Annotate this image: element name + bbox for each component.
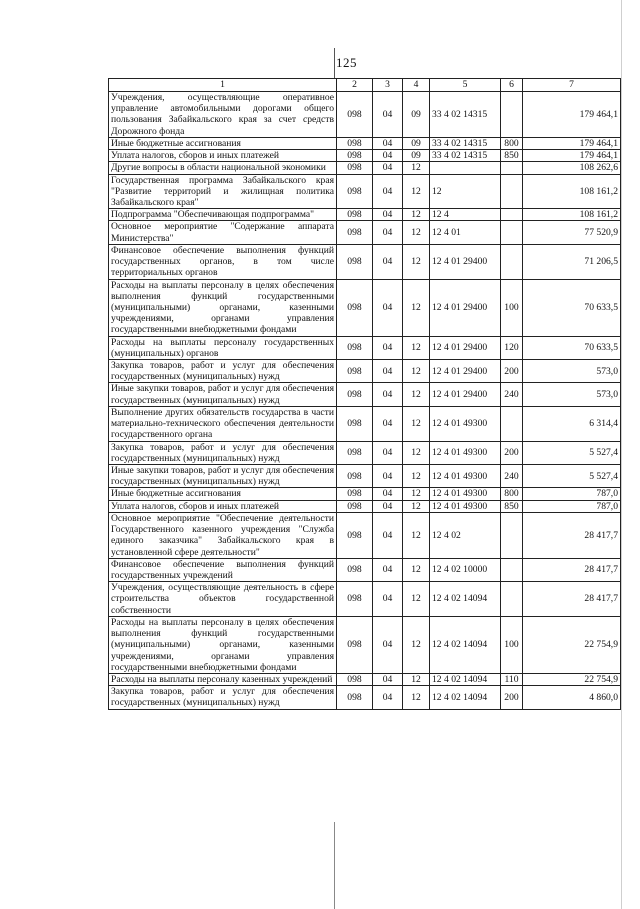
- ministry-code-cell: 098: [337, 209, 373, 221]
- target-article-cell: 12 4 01 49300: [430, 500, 501, 512]
- section-code-cell: 04: [373, 336, 403, 359]
- table-row: [109, 558, 621, 581]
- section-code-cell: 04: [373, 279, 403, 336]
- section-code-cell: 04: [373, 558, 403, 581]
- row-name-cell: Основное мероприятие "Содержание аппарата Министерства": [109, 221, 337, 244]
- subsection-code-cell: 12: [403, 488, 430, 500]
- target-article-cell: 12: [430, 174, 501, 209]
- amount-cell: 28 417,7: [523, 558, 621, 581]
- section-code-cell: 04: [373, 244, 403, 279]
- section-code-cell: 04: [373, 488, 403, 500]
- ministry-code-cell: 098: [337, 512, 373, 558]
- row-name-cell: Другие вопросы в области национальной экономики: [109, 162, 337, 174]
- table-row: [109, 174, 621, 209]
- ministry-code-cell: 098: [337, 336, 373, 359]
- amount-cell: 28 417,7: [523, 512, 621, 558]
- ministry-code-cell: 098: [337, 221, 373, 244]
- amount-cell: 70 633,5: [523, 336, 621, 359]
- target-article-cell: 12 4 01 29400: [430, 360, 501, 383]
- row-name-cell: Выполнение других обязательств государства в части материально-технического обеспечения деятельности государственного органа: [109, 406, 337, 441]
- subsection-code-cell: 12: [403, 512, 430, 558]
- subsection-code-cell: 12: [403, 336, 430, 359]
- column-header: 2: [337, 79, 373, 92]
- page-margin-line-bottom: [334, 822, 335, 909]
- amount-cell: 6 314,4: [523, 406, 621, 441]
- expense-type-cell: 240: [501, 465, 523, 488]
- amount-cell: 179 464,1: [523, 150, 621, 162]
- table-row: [109, 162, 621, 174]
- row-name-cell: Подпрограмма "Обеспечивающая подпрограмма": [109, 209, 337, 221]
- table-row: [109, 150, 621, 162]
- table-row: [109, 465, 621, 488]
- subsection-code-cell: 12: [403, 616, 430, 673]
- expense-type-cell: 100: [501, 279, 523, 336]
- section-code-cell: 04: [373, 162, 403, 174]
- subsection-code-cell: 12: [403, 686, 430, 709]
- target-article-cell: 12 4 01 49300: [430, 465, 501, 488]
- expense-type-cell: [501, 162, 523, 174]
- row-name-cell: Закупка товаров, работ и услуг для обеспечения государственных (муниципальных) нужд: [109, 441, 337, 464]
- expense-type-cell: 120: [501, 336, 523, 359]
- row-name-cell: Иные закупки товаров, работ и услуг для обеспечения государственных (муниципальных) нужд: [109, 383, 337, 406]
- target-article-cell: 33 4 02 14315: [430, 137, 501, 149]
- subsection-code-cell: 12: [403, 406, 430, 441]
- row-name-cell: Финансовое обеспечение выполнения функций государственных учреждений: [109, 558, 337, 581]
- ministry-code-cell: 098: [337, 137, 373, 149]
- ministry-code-cell: 098: [337, 360, 373, 383]
- table-row: [109, 441, 621, 464]
- scan-edge-line: [621, 0, 622, 909]
- table-row: [109, 500, 621, 512]
- amount-cell: 70 633,5: [523, 279, 621, 336]
- target-article-cell: 12 4 01 29400: [430, 336, 501, 359]
- table-body: [109, 92, 621, 710]
- ministry-code-cell: 098: [337, 558, 373, 581]
- section-code-cell: 04: [373, 92, 403, 138]
- table-row: [109, 406, 621, 441]
- column-header: 7: [523, 79, 621, 92]
- ministry-code-cell: 098: [337, 279, 373, 336]
- row-name-cell: Расходы на выплаты персоналу государственных (муниципальных) органов: [109, 336, 337, 359]
- subsection-code-cell: 12: [403, 383, 430, 406]
- amount-cell: 5 527,4: [523, 465, 621, 488]
- target-article-cell: 12 4 01 49300: [430, 406, 501, 441]
- subsection-code-cell: 09: [403, 150, 430, 162]
- target-article-cell: 12 4 02 14094: [430, 582, 501, 617]
- ministry-code-cell: 098: [337, 92, 373, 138]
- column-header: 3: [373, 79, 403, 92]
- row-name-cell: Закупка товаров, работ и услуг для обеспечения государственных (муниципальных) нужд: [109, 686, 337, 709]
- amount-cell: 4 860,0: [523, 686, 621, 709]
- expense-type-cell: [501, 92, 523, 138]
- table-row: [109, 209, 621, 221]
- table-row: [109, 221, 621, 244]
- row-name-cell: Уплата налогов, сборов и иных платежей: [109, 500, 337, 512]
- row-name-cell: Расходы на выплаты персоналу в целях обеспечения выполнения функций государственными (муниципальными) органами, казенными учреждениями, органами управления государственными внебюджетными фондами: [109, 279, 337, 336]
- expense-type-cell: 800: [501, 137, 523, 149]
- subsection-code-cell: 12: [403, 174, 430, 209]
- table-row: [109, 673, 621, 685]
- subsection-code-cell: 12: [403, 209, 430, 221]
- subsection-code-cell: 12: [403, 221, 430, 244]
- amount-cell: 179 464,1: [523, 92, 621, 138]
- section-code-cell: 04: [373, 137, 403, 149]
- amount-cell: 108 161,2: [523, 174, 621, 209]
- table-row: [109, 244, 621, 279]
- subsection-code-cell: 12: [403, 582, 430, 617]
- target-article-cell: [430, 162, 501, 174]
- row-name-cell: Финансовое обеспечение выполнения функций государственных органов, в том числе территориальных органов: [109, 244, 337, 279]
- section-code-cell: 04: [373, 673, 403, 685]
- target-article-cell: 12 4 02 10000: [430, 558, 501, 581]
- table-row: [109, 488, 621, 500]
- amount-cell: 71 206,5: [523, 244, 621, 279]
- page-margin-line: [334, 48, 335, 78]
- expense-type-cell: [501, 174, 523, 209]
- table-row: [109, 616, 621, 673]
- target-article-cell: 12 4 01 49300: [430, 488, 501, 500]
- ministry-code-cell: 098: [337, 686, 373, 709]
- table-row: [109, 383, 621, 406]
- table-header-row: [109, 79, 621, 92]
- amount-cell: 573,0: [523, 360, 621, 383]
- row-name-cell: Расходы на выплаты персоналу в целях обеспечения выполнения функций государственными (муниципальными) органами, казенными учреждениями, органами управления государственными внебюджетными фондами: [109, 616, 337, 673]
- amount-cell: 573,0: [523, 383, 621, 406]
- table-row: [109, 92, 621, 138]
- subsection-code-cell: 12: [403, 465, 430, 488]
- subsection-code-cell: 12: [403, 558, 430, 581]
- target-article-cell: 12 4 02: [430, 512, 501, 558]
- target-article-cell: 33 4 02 14315: [430, 150, 501, 162]
- expense-type-cell: [501, 221, 523, 244]
- row-name-cell: Иные бюджетные ассигнования: [109, 137, 337, 149]
- section-code-cell: 04: [373, 582, 403, 617]
- expense-type-cell: 200: [501, 441, 523, 464]
- target-article-cell: 33 4 02 14315: [430, 92, 501, 138]
- amount-cell: 28 417,7: [523, 582, 621, 617]
- section-code-cell: 04: [373, 209, 403, 221]
- row-name-cell: Основное мероприятие "Обеспечение деятельности Государственного казенного учреждения "Служба единого заказчика" Забайкальского края в установленной сфере деятельности": [109, 512, 337, 558]
- amount-cell: 5 527,4: [523, 441, 621, 464]
- target-article-cell: 12 4 02 14094: [430, 673, 501, 685]
- ministry-code-cell: 098: [337, 500, 373, 512]
- section-code-cell: 04: [373, 150, 403, 162]
- table-row: [109, 137, 621, 149]
- table-row: [109, 582, 621, 617]
- ministry-code-cell: 098: [337, 244, 373, 279]
- row-name-cell: Иные закупки товаров, работ и услуг для обеспечения государственных (муниципальных) нужд: [109, 465, 337, 488]
- amount-cell: 787,0: [523, 488, 621, 500]
- subsection-code-cell: 09: [403, 92, 430, 138]
- subsection-code-cell: 12: [403, 673, 430, 685]
- row-name-cell: Государственная программа Забайкальского края "Развитие территорий и жилищная политика Забайкальского края": [109, 174, 337, 209]
- table-row: [109, 279, 621, 336]
- subsection-code-cell: 12: [403, 244, 430, 279]
- table-row: [109, 512, 621, 558]
- expense-type-cell: [501, 209, 523, 221]
- ministry-code-cell: 098: [337, 465, 373, 488]
- row-name-cell: Уплата налогов, сборов и иных платежей: [109, 150, 337, 162]
- ministry-code-cell: 098: [337, 162, 373, 174]
- amount-cell: 108 161,2: [523, 209, 621, 221]
- page-number: 125: [336, 55, 357, 70]
- section-code-cell: 04: [373, 360, 403, 383]
- ministry-code-cell: 098: [337, 616, 373, 673]
- column-header: 4: [403, 79, 430, 92]
- table-row: [109, 686, 621, 709]
- expense-type-cell: 240: [501, 383, 523, 406]
- budget-table: [108, 78, 621, 710]
- table-row: [109, 336, 621, 359]
- target-article-cell: 12 4 01 29400: [430, 279, 501, 336]
- column-header: 6: [501, 79, 523, 92]
- expense-type-cell: 110: [501, 673, 523, 685]
- target-article-cell: 12 4 01 29400: [430, 383, 501, 406]
- expense-type-cell: [501, 244, 523, 279]
- target-article-cell: 12 4: [430, 209, 501, 221]
- row-name-cell: Учреждения, осуществляющие оперативное управление автомобильными дорогами общего пользования Забайкальского края за счет средств Дорожного фонда: [109, 92, 337, 138]
- subsection-code-cell: 09: [403, 137, 430, 149]
- ministry-code-cell: 098: [337, 150, 373, 162]
- section-code-cell: 04: [373, 383, 403, 406]
- expense-type-cell: [501, 406, 523, 441]
- amount-cell: 22 754,9: [523, 616, 621, 673]
- row-name-cell: Расходы на выплаты персоналу казенных учреждений: [109, 673, 337, 685]
- ministry-code-cell: 098: [337, 406, 373, 441]
- row-name-cell: Учреждения, осуществляющие деятельность в сфере строительства объектов государственной собственности: [109, 582, 337, 617]
- amount-cell: 77 520,9: [523, 221, 621, 244]
- subsection-code-cell: 12: [403, 360, 430, 383]
- row-name-cell: Иные бюджетные ассигнования: [109, 488, 337, 500]
- ministry-code-cell: 098: [337, 582, 373, 617]
- subsection-code-cell: 12: [403, 441, 430, 464]
- expense-type-cell: 850: [501, 150, 523, 162]
- amount-cell: 787,0: [523, 500, 621, 512]
- subsection-code-cell: 12: [403, 162, 430, 174]
- section-code-cell: 04: [373, 465, 403, 488]
- section-code-cell: 04: [373, 174, 403, 209]
- ministry-code-cell: 098: [337, 174, 373, 209]
- amount-cell: 108 262,6: [523, 162, 621, 174]
- section-code-cell: 04: [373, 686, 403, 709]
- subsection-code-cell: 12: [403, 500, 430, 512]
- amount-cell: 22 754,9: [523, 673, 621, 685]
- row-name-cell: Закупка товаров, работ и услуг для обеспечения государственных (муниципальных) нужд: [109, 360, 337, 383]
- expense-type-cell: 200: [501, 686, 523, 709]
- ministry-code-cell: 098: [337, 441, 373, 464]
- target-article-cell: 12 4 01 29400: [430, 244, 501, 279]
- ministry-code-cell: 098: [337, 673, 373, 685]
- target-article-cell: 12 4 01: [430, 221, 501, 244]
- section-code-cell: 04: [373, 221, 403, 244]
- expense-type-cell: 850: [501, 500, 523, 512]
- subsection-code-cell: 12: [403, 279, 430, 336]
- column-header: 1: [109, 79, 337, 92]
- expense-type-cell: 100: [501, 616, 523, 673]
- expense-type-cell: 200: [501, 360, 523, 383]
- section-code-cell: 04: [373, 406, 403, 441]
- ministry-code-cell: 098: [337, 488, 373, 500]
- ministry-code-cell: 098: [337, 383, 373, 406]
- expense-type-cell: [501, 582, 523, 617]
- target-article-cell: 12 4 02 14094: [430, 686, 501, 709]
- section-code-cell: 04: [373, 616, 403, 673]
- section-code-cell: 04: [373, 512, 403, 558]
- expense-type-cell: [501, 558, 523, 581]
- amount-cell: 179 464,1: [523, 137, 621, 149]
- section-code-cell: 04: [373, 441, 403, 464]
- table-row: [109, 360, 621, 383]
- expense-type-cell: 800: [501, 488, 523, 500]
- expense-type-cell: [501, 512, 523, 558]
- section-code-cell: 04: [373, 500, 403, 512]
- target-article-cell: 12 4 02 14094: [430, 616, 501, 673]
- column-header: 5: [430, 79, 501, 92]
- target-article-cell: 12 4 01 49300: [430, 441, 501, 464]
